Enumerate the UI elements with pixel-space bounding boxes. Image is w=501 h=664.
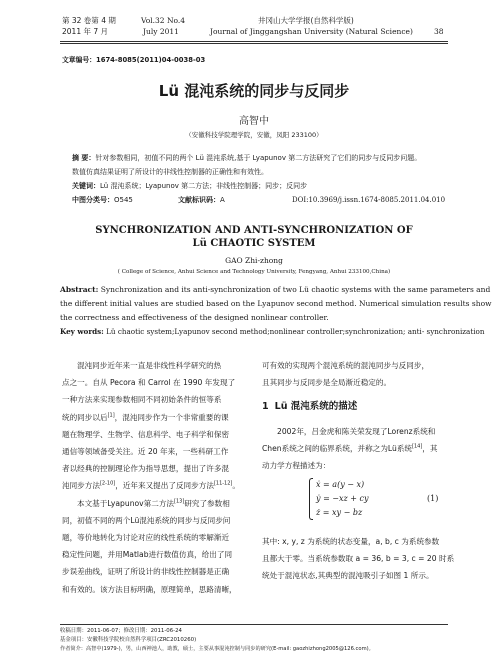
section-heading bbox=[262, 400, 357, 414]
footnote-author: 作者简介：高智中(1979-)，男，山西神池人，助教，硕士，主要从事混沌控制与同步的研究(E-mail: gaozhizhong2005@126.com)。 bbox=[60, 646, 374, 652]
right-p2 bbox=[262, 440, 450, 457]
keywords-cn-text: Lü 混沌系统；Lyapunov 第二方法；非线性控制器；同步；反同步 bbox=[100, 182, 308, 190]
doc-code bbox=[178, 195, 225, 205]
abstract-cn-text-2: 数值仿真结果证明了所设计的非线性控制器的正确性和有效性。 bbox=[72, 168, 268, 176]
abstract-cn-label: 摘 要： bbox=[72, 154, 96, 162]
date-en: July 2011 bbox=[143, 27, 179, 36]
keywords-en-label: Key words: bbox=[60, 327, 104, 336]
right-line1: 可有效的实现两个混沌系统的混沌同步与反同步， bbox=[262, 361, 430, 370]
left-p1-line4b: ，混沌同步作为一个非常重要的课 bbox=[114, 412, 229, 422]
abstract-en-line1 bbox=[60, 284, 490, 295]
abstract-cn-text-1: 针对参数相同，初值不同的两个 Lü 混沌系统,基于 Lyapunov 第二方法研究了它们的同步与反同步问题。 bbox=[95, 154, 422, 162]
ref-2-10: [2-10] bbox=[99, 480, 116, 487]
left-p1-line7: 者以经典的控制理论作为指导思想，提出了许多混 bbox=[62, 464, 230, 474]
keywords-en-text: Lü chaotic system;Lyapunov second method;nonlinear controller;synchronization; anti- synchronization bbox=[103, 327, 485, 336]
title-en-line2: Lü CHAOTIC SYSTEM bbox=[192, 238, 316, 249]
ref-11-12: [11-12] bbox=[213, 480, 233, 487]
author-cn: 高智中 bbox=[239, 116, 269, 127]
left-p2-line2: 同，初值不同的两个Lü混沌系统的同步与反同步问 bbox=[62, 515, 231, 525]
footnote-rule bbox=[60, 624, 448, 625]
left-p2-line1b: 研究了参数相 bbox=[184, 498, 230, 508]
left-p2-line6: 和有效的。该方法目标明确，原理简单，思路清晰， bbox=[62, 584, 237, 594]
volume-issue-en: Vol.32 No.4 bbox=[141, 16, 186, 25]
keywords-en bbox=[60, 326, 484, 337]
doi: DOI:10.3969/j.issn.1674-8085.2011.04.010 bbox=[292, 196, 446, 204]
page-number: 38 bbox=[434, 27, 444, 36]
date-cn: 2011 年 7 月 bbox=[62, 27, 109, 36]
ref-1: [1] bbox=[107, 412, 115, 419]
right-p2a: Chen系统之间的临界系统，并称之为Lü系统 bbox=[262, 444, 413, 454]
clc-number bbox=[72, 195, 133, 205]
journal-name-cn: 井冈山大学学报(自然科学版) bbox=[258, 16, 354, 25]
article-number: 文章编号：1674-8085(2011)04-0038-03 bbox=[62, 56, 206, 64]
left-p1-line3: 一种方法来实现参数相同不同初始条件的恒等系 bbox=[62, 395, 222, 405]
left-p1-line8b: ，近年来又提出了反同步方法 bbox=[115, 481, 214, 491]
equation-line-1: ẋ = a(y − x) bbox=[316, 480, 365, 489]
author-en: GAO Zhi-zhong bbox=[225, 256, 283, 265]
left-column bbox=[62, 357, 248, 598]
doc-code-label: 文献标识码： bbox=[178, 196, 220, 204]
abstract-en-text-3: the correctness and effectiveness of the designed nonlinear controller. bbox=[60, 313, 329, 322]
abstract-en-text-2: the different initial values are studied based on the Lyapunov second method. Numerical simulation results show bbox=[60, 299, 492, 308]
left-p1-line4 bbox=[62, 409, 248, 426]
volume-issue-cn: 第 32 卷第 4 期 bbox=[62, 16, 116, 25]
left-p2-line5: 步误差曲线，证明了所设计的非线性控制器是正确 bbox=[62, 567, 230, 577]
abstract-en-label: Abstract: bbox=[60, 285, 99, 294]
abstract-cn-line1 bbox=[72, 153, 421, 163]
left-p1-line1: 混沌同步近年来一直是非线性科学研究的热 bbox=[77, 361, 222, 370]
left-p1-line2: 点之一。自从 Pecora 和 Carrol 在 1990 年发现了 bbox=[62, 378, 236, 388]
left-p1-line6: 通信等领域备受关注。近 20 年来，一些科研工作 bbox=[62, 447, 229, 457]
abstract-en-text-1: Synchronization and its anti-synchronization of two Lü chaotic systems with the same parameters and bbox=[98, 285, 491, 294]
title-en-line1: SYNCHRONIZATION AND ANTI-SYNCHRONIZATION OF bbox=[95, 225, 413, 236]
ref-13: [13] bbox=[174, 498, 185, 505]
right-p1: 2002年，吕金虎和陈关荣发现了Lorenz系统和 bbox=[277, 427, 436, 436]
clc-value: O545 bbox=[114, 196, 133, 204]
right-p3: 动力学方程描述为： bbox=[262, 461, 331, 471]
section-title: Lü 混沌系统的描述 bbox=[274, 401, 358, 412]
ref-14: [14] bbox=[412, 443, 423, 450]
keywords-cn bbox=[72, 181, 307, 191]
right-column-desc bbox=[262, 533, 455, 585]
left-p1-line8 bbox=[62, 477, 248, 494]
right-desc-1: 其中: x, y, z 为系统的状态变量，a, b, c 为系统参数 bbox=[262, 537, 440, 546]
title-cn: Lü 混沌系统的同步与反同步 bbox=[158, 82, 350, 100]
doc-code-value: A bbox=[220, 196, 225, 204]
keywords-cn-label: 关键词： bbox=[72, 182, 100, 190]
section-number: 1 bbox=[262, 401, 269, 412]
left-p1-line4a: 统的同步以后 bbox=[62, 412, 108, 422]
left-p2-line1a: 本文基于Lyapunov第二方法 bbox=[77, 498, 175, 508]
left-p2-line4: 稳定性问题，并用Matlab进行数值仿真，给出了同 bbox=[62, 550, 233, 560]
affiliation-cn: （安徽科技学院理学院，安徽，凤阳 233100） bbox=[185, 131, 323, 139]
footnote-received: 收稿日期：2011-06-07；修改日期：2011-06-24 bbox=[60, 628, 182, 634]
clc-label: 中图分类号： bbox=[72, 196, 114, 204]
right-line2: 且其同步与反同步是全局渐近稳定的。 bbox=[262, 378, 392, 388]
equation-number: (1) bbox=[427, 494, 439, 503]
equation-line-2: ẏ = −xz + cy bbox=[316, 494, 369, 503]
right-p2b: ，其 bbox=[422, 444, 438, 454]
left-p1-line5: 题在物理学、生物学、信息科学、电子科学和保密 bbox=[62, 429, 230, 439]
equation-brace bbox=[309, 478, 313, 520]
left-p2-line1 bbox=[62, 495, 248, 512]
footnote-fund: 基金项目：安徽科技学院校自然科学项目(ZRC2010260) bbox=[60, 637, 197, 643]
equation-line-3: ż = xy − bz bbox=[316, 508, 363, 517]
left-p2-line3: 题，等价地转化为讨论对应的线性系统的零解渐近 bbox=[62, 533, 230, 543]
right-column-intro bbox=[262, 357, 450, 391]
affiliation-en: ( College of Science, Anhui Science and Technology University, Fengyang, Anhui 233100,China) bbox=[117, 269, 391, 275]
right-desc-3: 统处于混沌状态,其典型的混沌吸引子如图 1 所示。 bbox=[262, 571, 434, 581]
header-rule-2 bbox=[60, 43, 448, 44]
left-p1-line8a: 沌同步方法 bbox=[62, 481, 100, 491]
right-column-body bbox=[262, 423, 450, 475]
left-p1-line8c: 。 bbox=[232, 481, 240, 491]
right-desc-2: 且都大于零。当系统参数取 a = 36, b = 3, c = 20 时系 bbox=[262, 554, 455, 564]
header-rule bbox=[60, 41, 448, 42]
journal-name-en: Journal of Jinggangshan University (Natural Science) bbox=[210, 27, 413, 36]
